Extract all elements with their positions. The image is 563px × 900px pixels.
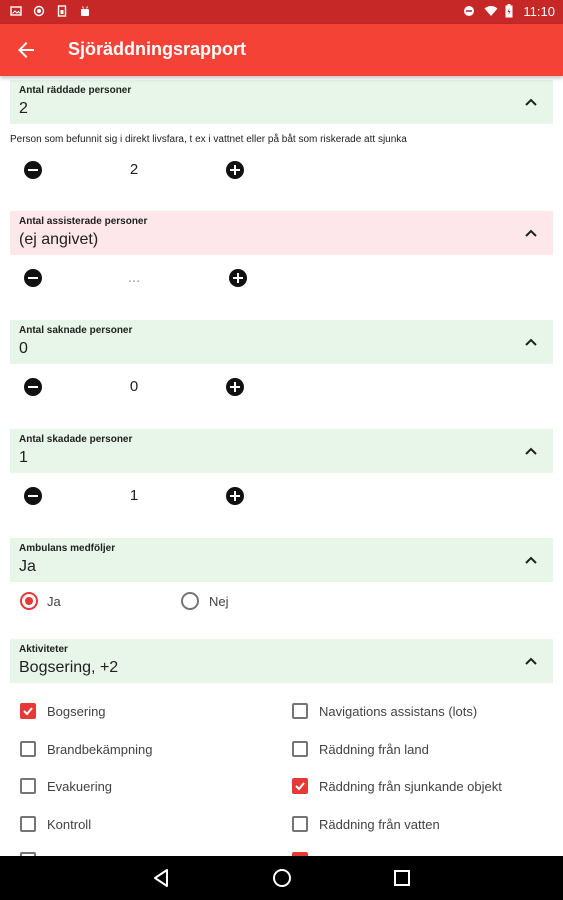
activity-label-raddning-fran-land: Räddning från land <box>319 742 429 757</box>
assisted-label: Antal assisterade personer <box>19 216 148 227</box>
assisted-header[interactable] <box>10 211 553 255</box>
assisted-value: (ej angivet) <box>19 231 99 248</box>
injured-decrement-button[interactable] <box>24 487 42 505</box>
activity-checkbox-kontroll[interactable] <box>20 816 36 832</box>
sim-card-icon <box>56 5 68 17</box>
missing-value: 0 <box>19 340 28 357</box>
missing-decrement-button[interactable] <box>24 378 42 396</box>
rescued-decrement-button[interactable] <box>24 161 42 179</box>
activity-checkbox-bogsering[interactable] <box>20 703 36 719</box>
injured-stepper-value: 1 <box>129 487 139 504</box>
injured-increment-button[interactable] <box>226 487 244 505</box>
missing-increment-button[interactable] <box>226 378 244 396</box>
activities-value: Bogsering, +2 <box>19 659 119 676</box>
missing-stepper-value: 0 <box>129 378 139 395</box>
android-icon <box>79 5 91 17</box>
form-content[interactable] <box>0 76 563 856</box>
back-triangle-icon[interactable] <box>150 866 174 890</box>
chevron-up-icon[interactable] <box>523 94 539 110</box>
activity-label-kontroll: Kontroll <box>47 817 92 832</box>
rescued-header[interactable] <box>10 80 553 124</box>
status-time: 11:10 <box>523 4 555 19</box>
activities-label: Aktiviteter <box>19 644 68 655</box>
injured-label: Antal skadade personer <box>19 434 133 445</box>
missing-header[interactable] <box>10 320 553 364</box>
activity-checkbox-evakuering[interactable] <box>20 778 36 794</box>
activity-checkbox-raddning-fran-sjunkande-objekt[interactable] <box>292 778 308 794</box>
rescued-increment-button[interactable] <box>226 161 244 179</box>
activity-label-evakuering: Evakuering <box>47 779 113 794</box>
rescued-description: Person som befunnit sig i direkt livsfara, t ex i vattnet eller på båt som riskerade att sjunka <box>10 134 407 145</box>
assisted-increment-button[interactable] <box>229 269 247 287</box>
home-circle-icon[interactable] <box>270 866 294 890</box>
ambulance-header[interactable] <box>10 538 553 582</box>
image-icon <box>10 5 22 17</box>
ambulance-option-ja: Ja <box>47 594 61 609</box>
wifi-icon <box>484 5 498 17</box>
system-nav-bar <box>0 856 563 900</box>
injured-header[interactable] <box>10 429 553 473</box>
battery-icon <box>505 4 513 18</box>
activity-checkbox-raddning-fran-land[interactable] <box>292 741 308 757</box>
chevron-up-icon[interactable] <box>523 443 539 459</box>
chevron-up-icon[interactable] <box>523 552 539 568</box>
do-not-disturb-icon <box>463 5 475 17</box>
activity-label-brandbekampning: Brandbekämpning <box>47 742 153 757</box>
ambulance-value: Ja <box>19 558 36 575</box>
activity-label-bogsering: Bogsering <box>47 704 106 719</box>
chevron-up-icon[interactable] <box>523 653 539 669</box>
ambulance-label: Ambulans medföljer <box>19 543 116 554</box>
activity-label-raddning-fran-vatten: Räddning från vatten <box>319 817 440 832</box>
minus-icon <box>28 169 38 171</box>
chevron-up-icon[interactable] <box>523 334 539 350</box>
rescued-label: Antal räddade personer <box>19 85 132 96</box>
check-icon <box>294 780 306 792</box>
activity-label-raddning-fran-sjunkande-objekt: Räddning från sjunkande objekt <box>319 779 502 794</box>
activity-label-navigations-assistans: Navigations assistans (lots) <box>319 704 478 719</box>
minus-icon <box>28 386 38 388</box>
circle-notification-icon <box>33 5 45 17</box>
missing-label: Antal saknade personer <box>19 325 133 336</box>
rescued-stepper-value: 2 <box>129 161 139 178</box>
minus-icon <box>28 277 38 279</box>
minus-icon <box>28 495 38 497</box>
activity-checkbox-raddning-fran-vatten[interactable] <box>292 816 308 832</box>
check-icon <box>22 705 34 717</box>
injured-value: 1 <box>19 449 28 466</box>
ambulance-radio-nej[interactable] <box>181 592 199 610</box>
chevron-up-icon[interactable] <box>523 225 539 241</box>
rescued-value: 2 <box>19 100 28 117</box>
activity-checkbox-navigations-assistans[interactable] <box>292 703 308 719</box>
activities-header[interactable] <box>10 639 553 683</box>
assisted-decrement-button[interactable] <box>24 269 42 287</box>
status-bar <box>0 0 563 24</box>
app-bar <box>0 24 563 76</box>
assisted-stepper-value: ... <box>127 269 141 286</box>
page-title: Sjöräddningsrapport <box>68 39 247 59</box>
recents-square-icon[interactable] <box>390 866 414 890</box>
ambulance-option-nej: Nej <box>209 594 229 609</box>
activity-checkbox-brandbekampning[interactable] <box>20 741 36 757</box>
arrow-back-icon[interactable] <box>14 38 38 62</box>
ambulance-radio-ja[interactable] <box>20 592 38 610</box>
